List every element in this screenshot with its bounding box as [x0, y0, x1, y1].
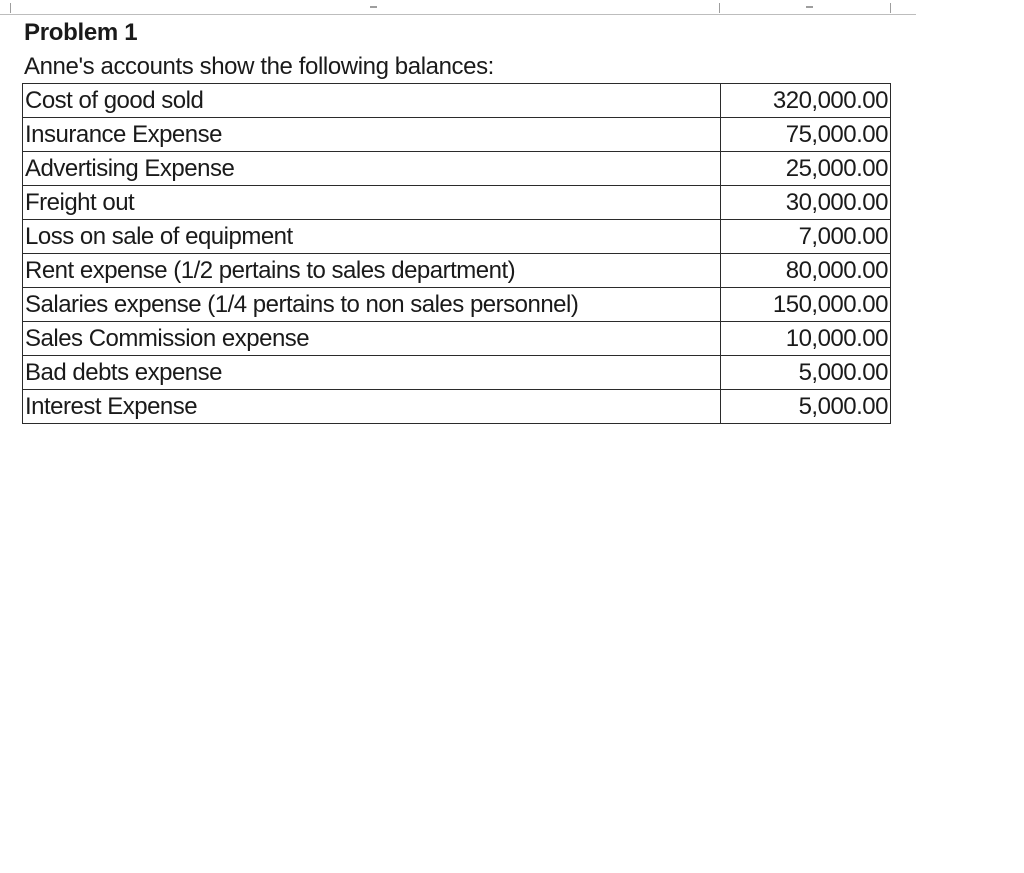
amount-cell[interactable]: 150,000.00 — [721, 288, 891, 322]
table-row — [23, 220, 891, 254]
amount-cell[interactable]: 7,000.00 — [721, 220, 891, 254]
amount-cell[interactable]: 30,000.00 — [721, 186, 891, 220]
account-cell[interactable]: Cost of good sold — [23, 84, 721, 118]
ruler-mark — [370, 6, 377, 8]
table-row — [23, 288, 891, 322]
ruler-tick — [719, 3, 720, 13]
amount-cell[interactable]: 5,000.00 — [721, 356, 891, 390]
column-ruler — [0, 0, 916, 15]
account-cell[interactable]: Insurance Expense — [23, 118, 721, 152]
amount-cell[interactable]: 320,000.00 — [721, 84, 891, 118]
table-row — [23, 186, 891, 220]
amount-cell[interactable]: 25,000.00 — [721, 152, 891, 186]
table-row — [23, 118, 891, 152]
table-row — [23, 322, 891, 356]
problem-title: Problem 1 — [24, 19, 138, 46]
account-cell[interactable]: Interest Expense — [23, 390, 721, 424]
problem-intro: Anne's accounts show the following balances: — [24, 53, 494, 80]
account-cell[interactable]: Rent expense (1/2 pertains to sales department) — [23, 254, 721, 288]
table-row — [23, 152, 891, 186]
amount-cell[interactable]: 5,000.00 — [721, 390, 891, 424]
table-row — [23, 356, 891, 390]
account-cell[interactable]: Bad debts expense — [23, 356, 721, 390]
amount-cell[interactable]: 80,000.00 — [721, 254, 891, 288]
balances-table — [22, 83, 891, 424]
table-row — [23, 254, 891, 288]
account-cell[interactable]: Freight out — [23, 186, 721, 220]
account-cell[interactable]: Sales Commission expense — [23, 322, 721, 356]
account-cell[interactable]: Loss on sale of equipment — [23, 220, 721, 254]
account-cell[interactable]: Salaries expense (1/4 pertains to non sales personnel) — [23, 288, 721, 322]
table-row — [23, 84, 891, 118]
worksheet — [22, 16, 892, 424]
ruler-tick — [890, 3, 891, 13]
ruler-tick — [10, 3, 11, 13]
account-cell[interactable]: Advertising Expense — [23, 152, 721, 186]
amount-cell[interactable]: 10,000.00 — [721, 322, 891, 356]
amount-cell[interactable]: 75,000.00 — [721, 118, 891, 152]
table-row — [23, 390, 891, 424]
ruler-mark — [806, 6, 813, 8]
